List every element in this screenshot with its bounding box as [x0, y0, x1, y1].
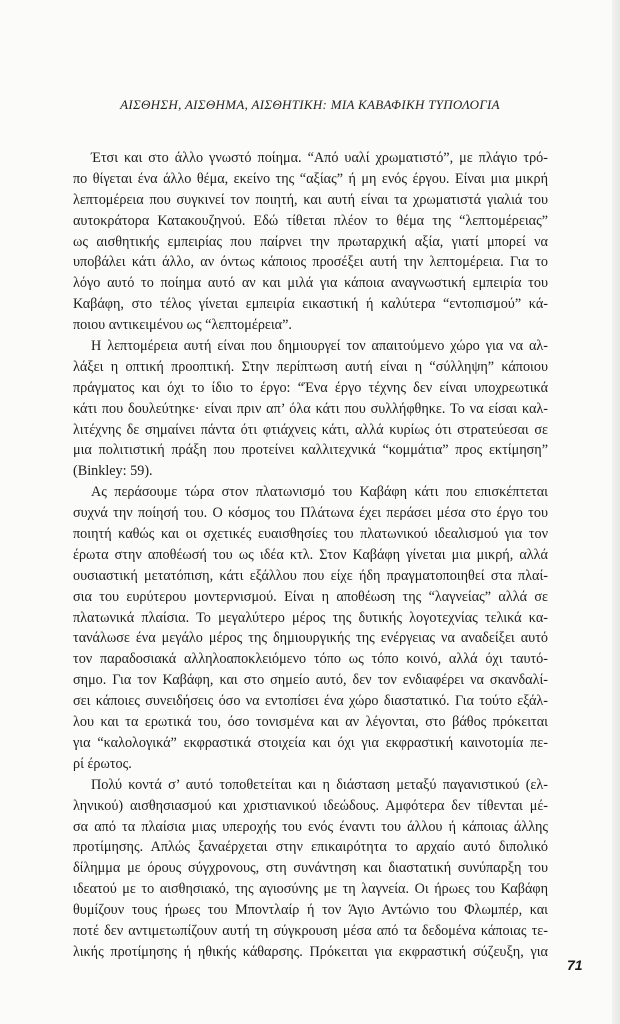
text-line: λόγο αυτό το ποίημα αυτό αν και μιλά για κάποια αναγνωστική εμπειρία του: [73, 275, 548, 292]
text-line: ποτέ δεν αντιμετωπίζουν αυτή τη σύγκρουση μέσα από τα δεδομένα κάποιας τε-: [73, 922, 548, 939]
text-line: θυμίζουν τους ήρωες του Μποντλαίρ ή τον Άγιο Αντώνιο του Φλωμπέρ, και: [73, 902, 548, 919]
page-number: 71: [567, 957, 583, 973]
text-line: μια πολιτιστική πράξη που προτείνει καλλιτεχνικά “κομμάτια” προς εκτίμηση”: [73, 442, 548, 459]
text-line: Η λεπτομέρεια αυτή είναι που δημιουργεί τον απαιτούμενο χώρο για να αλ-: [91, 338, 548, 355]
text-line: υποβάλει κάτι άλλο, αν όντως κάποιος προσέξει αυτή την λεπτομέρεια. Για το: [73, 254, 548, 271]
text-line: συχνά την ποίησή του. Ο κόσμος του Πλάτωνα έχει περάσει μέσα στο έργο του: [73, 505, 548, 522]
text-line: αυτοκράτορα Κατακουζηνού. Εδώ τίθεται πλέον το θέμα της “λεπτομέρειας”: [73, 212, 548, 229]
text-line: Πολύ κοντά σ’ αυτό τοποθετείται και η διάσταση μεταξύ παγανιστικού (ελ-: [91, 776, 548, 793]
text-line: έρωτα στην αποθέωσή του ως ιδέα κτλ. Στον Καβάφη γίνεται μια μικρή, αλλά: [73, 546, 548, 563]
text-line: Έτσι και στο άλλο γνωστό ποίημα. “Από υαλί χρωματιστό”, με πλάγιο τρό-: [91, 150, 548, 166]
text-line: σει κάποιες συνειδήσεις όσο να εντοπίσει ένα χώρο διαστατικό. Για τούτο εξάλ-: [73, 693, 548, 710]
text-line: ρί έρωτος.: [73, 755, 132, 772]
text-line: Καβάφη, στο τέλος γίνεται εμπειρία εικαστική ή καλύτερα “εντοπισμού” κά-: [73, 296, 548, 313]
text-line: λάξει η οπτική προοπτική. Στην περίπτωση αυτή είναι η “σύλληψη” κάποιου: [73, 358, 548, 375]
page-edge-shadow: [612, 0, 620, 1024]
text-line: ληνικού) αισθησιασμού και χριστιανικού ιδεώδους. Αμφότερα δεν τίθενται μέ-: [73, 797, 548, 814]
text-line: ποιου αντικειμένου ως “λεπτομέρεια”.: [73, 317, 292, 334]
text-line: σια του ευρύτερου μοντερνισμού. Είναι η αποθέωση της “λαγνείας” αλλά σε: [73, 588, 548, 605]
body-text: [73, 148, 548, 963]
text-line: τον παραδοσιακά αλληλοαποκλειόμενο τόπο ως τόπο κοινό, αλλά όχι ταυτό-: [73, 651, 548, 668]
text-line: ως αισθητικής εμπειρίας που παίρνει την πρωταρχική αξία, γιατί μπορεί να: [73, 233, 548, 250]
text-line: λιτέχνης δε σημαίνει πάντα ότι φτιάχνεις κάτι, αλλά κυρίως ότι στρατεύεσαι σε: [73, 421, 548, 438]
text-line: προτίμησης. Απλώς ξαναέρχεται στην επικαιρότητα το αρχαίο αυτό διπολικό: [73, 839, 548, 856]
text-line: ποιητή καθώς και οι σχετικές ευαισθησίες του πλατωνικού ιδεαλισμού για τον: [73, 526, 548, 543]
text-line: σημο. Για τον Καβάφη, και στο σημείο αυτό, δεν τον ενδιαφέρει να σκανδαλί-: [73, 672, 548, 689]
text-line: (Binkley: 59).: [73, 463, 153, 480]
text-line: λου και τα ερωτικά του, όσο τονισμένα και αν λέγονται, στο βάθος πρόκειται: [73, 714, 548, 731]
text-line: για “καλολογικά” εκφραστικά στοιχεία και όχι για εκφραστική καινοτομία πε-: [73, 734, 548, 751]
text-line: λεπτομέρεια που συγκινεί τον ποιητή, και αυτή είναι τα χρωματιστά γιαλιά του: [73, 191, 548, 208]
text-line: ουσιαστική μετατόπιση, κάτι εξάλλου που είχε ήδη πραγματοποιηθεί στα πλαί-: [73, 567, 548, 584]
text-line: Ας περάσουμε τώρα στον πλατωνισμό του Καβάφη κάτι που επισκέπτεται: [91, 484, 548, 501]
text-line: τανάλωσε ένα μεγάλο μέρος της δημιουργικής της ενέργειας να αναδείξει αυτό: [73, 630, 548, 647]
text-line: πο θίγεται ένα άλλο θέμα, εκείνο της “αξίας” ή μη ενός έργου. Είναι μια μικρή: [73, 170, 548, 187]
text-line: δίλημμα με όρους σύγχρονους, στη συνάντηση και διαστατική συνύπαρξη του: [73, 860, 548, 877]
text-line: λικής προτίμησης ή ηθικής κάθαρσης. Πρόκειται για εκφραστική σύζευξη, για: [73, 943, 548, 960]
text-line: κάτι που δουλεύτηκε· είναι πριν απ’ όλα κάτι που συλλήφθηκε. Το να είσαι καλ-: [73, 400, 548, 417]
text-line: πράγματος και όχι το ίδιο το έργο: “Ένα έργο τέχνης δεν είναι υποχρεωτικά: [73, 379, 548, 396]
text-line: πλατωνικά πλαίσια. Το μεγαλύτερο μέρος της δυτικής λογοτεχνίας τελικά κα-: [73, 609, 548, 626]
running-head: ΑΙΣΘΗΣΗ, ΑΙΣΘΗΜΑ, ΑΙΣΘΗΤΙΚΗ: ΜΙΑ ΚΑΒΑΦΙΚΗ ΤΥΠΟΛΟΓΙΑ: [120, 97, 500, 112]
text-line: σα από τα πλαίσια μιας υπεροχής του ενός έναντι του άλλου ή κάποιας άλλης: [73, 818, 548, 835]
text-line: ιδεατού με το αισθησιακό, της αγιοσύνης με τη λαγνεία. Οι ήρωες του Καβάφη: [73, 881, 548, 898]
